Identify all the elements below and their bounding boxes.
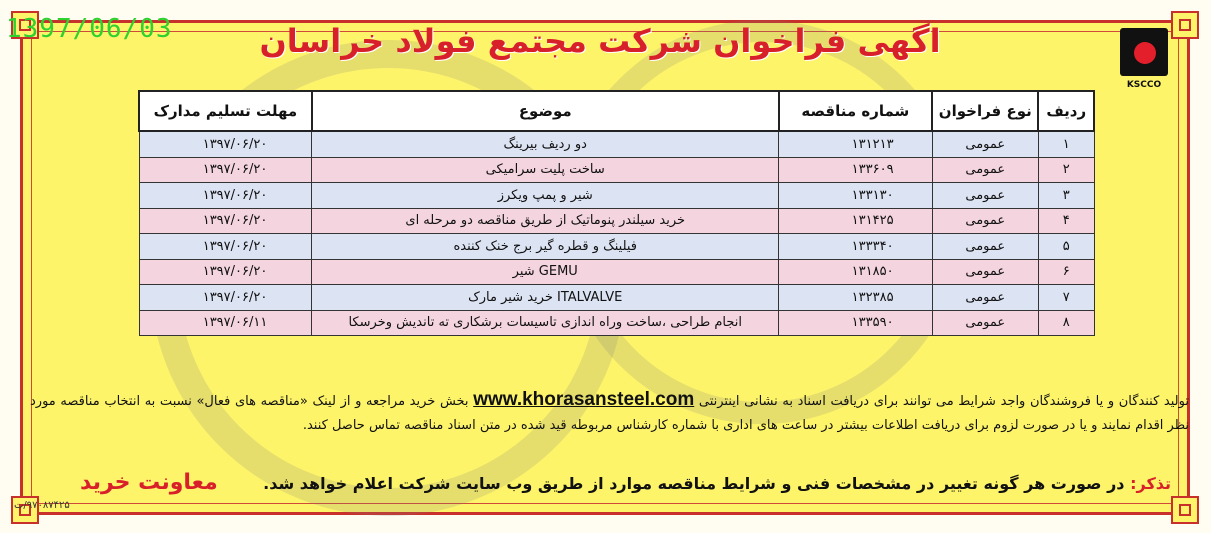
table-row — [139, 285, 1094, 311]
cell-tender-number: ۱۳۱۴۲۵ — [779, 208, 932, 234]
table-row — [139, 310, 1094, 336]
instructions-part-2: بخش خرید مراجعه و از لینک «مناقصه های فعال» نسبت به انتخاب مناقصه مورد نظر اقدام نمایند و یا در صورت لزوم برای دریافت اطلاعات بیشتر در ساعت های اداری با شماره کارشناس مربوطه قید شده در متن اسناد مناقصه تماس حاصل کنند. — [30, 394, 1189, 433]
table-row — [139, 234, 1094, 260]
cell-row-number: ۳ — [1038, 183, 1094, 209]
cell-row-number: ۱ — [1038, 131, 1094, 157]
cell-call-type: عمومی — [932, 285, 1038, 311]
cell-tender-number: ۱۳۱۸۵۰ — [779, 259, 932, 285]
table-body — [139, 131, 1094, 336]
cell-deadline: ۱۳۹۷/۰۶/۲۰ — [139, 131, 312, 157]
cell-deadline: ۱۳۹۷/۰۶/۲۰ — [139, 259, 312, 285]
cell-tender-number: ۱۳۳۳۴۰ — [779, 234, 932, 260]
date-stamp: 1397/06/03 — [6, 14, 173, 44]
cell-call-type: عمومی — [932, 234, 1038, 260]
cell-call-type: عمومی — [932, 131, 1038, 157]
cell-row-number: ۸ — [1038, 310, 1094, 336]
cell-subject: دو ردیف بیرینگ — [312, 131, 779, 157]
cell-subject: GEMU شیر — [312, 259, 779, 285]
table-row — [139, 208, 1094, 234]
cell-tender-number: ۱۳۳۱۳۰ — [779, 183, 932, 209]
header-subject: موضوع — [312, 91, 779, 131]
header-deadline: مهلت تسلیم مدارک — [139, 91, 312, 131]
cell-subject: ساخت پلیت سرامیکی — [312, 157, 779, 183]
signature: معاونت خرید — [80, 470, 218, 495]
cell-row-number: ۲ — [1038, 157, 1094, 183]
cell-tender-number: ۱۳۳۵۹۰ — [779, 310, 932, 336]
website-link[interactable]: www.khorasansteel.com — [473, 389, 695, 410]
instructions-part-1: تولید کنندگان و یا فروشندگان واجد شرایط می توانند برای دریافت اسناد به نشانی اینترنتی — [698, 394, 1189, 409]
note-label: تذکر: — [1130, 474, 1171, 493]
table-row — [139, 131, 1094, 157]
cell-tender-number: ۱۳۲۳۸۵ — [779, 285, 932, 311]
cell-call-type: عمومی — [932, 183, 1038, 209]
logo-cube-icon — [1120, 28, 1168, 76]
cell-call-type: عمومی — [932, 259, 1038, 285]
cell-deadline: ۱۳۹۷/۰۶/۲۰ — [139, 183, 312, 209]
corner-ornament — [1171, 11, 1199, 39]
note-line — [263, 474, 1171, 493]
table-row — [139, 157, 1094, 183]
note-text: در صورت هر گونه تغییر در مشخصات فنی و شرایط مناقصه موارد از طریق وب سایت شرکت اعلام خواهد شد. — [263, 474, 1125, 493]
cell-subject: خرید سیلندر پنوماتیک از طریق مناقصه دو مرحله ای — [312, 208, 779, 234]
cell-deadline: ۱۳۹۷/۰۶/۲۰ — [139, 285, 312, 311]
corner-ornament — [1171, 496, 1199, 524]
cell-call-type: عمومی — [932, 157, 1038, 183]
cell-subject: فیلینگ و قطره گیر برج خنک کننده — [312, 234, 779, 260]
header-row-number: ردیف — [1038, 91, 1094, 131]
cell-subject: انجام طراحی ،ساخت وراه اندازی تاسیسات برشکاری ته تاندیش وخرسکا — [312, 310, 779, 336]
table-row — [139, 259, 1094, 285]
cell-tender-number: ۱۳۱۲۱۳ — [779, 131, 932, 157]
table-row — [139, 183, 1094, 209]
cell-deadline: ۱۳۹۷/۰۶/۲۰ — [139, 208, 312, 234]
instructions-text — [30, 388, 1189, 438]
cell-row-number: ۵ — [1038, 234, 1094, 260]
cell-call-type: عمومی — [932, 208, 1038, 234]
cell-row-number: ۶ — [1038, 259, 1094, 285]
reference-code: ۹۷۰۸۷۴۲۵/ت — [14, 500, 70, 511]
cell-call-type: عمومی — [932, 310, 1038, 336]
cell-tender-number: ۱۳۳۶۰۹ — [779, 157, 932, 183]
logo-label: KSCCO — [1126, 80, 1162, 90]
tender-table — [138, 90, 1095, 336]
cell-subject: ITALVALVE خرید شیر مارک — [312, 285, 779, 311]
cell-row-number: ۷ — [1038, 285, 1094, 311]
company-logo — [1115, 28, 1173, 98]
header-call-type: نوع فراخوان — [932, 91, 1038, 131]
cell-deadline: ۱۳۹۷/۰۶/۲۰ — [139, 157, 312, 183]
table-header-row — [139, 91, 1094, 131]
ad-title: اگهی فراخوان شرکت مجتمع فولاد خراسان — [259, 22, 941, 60]
header-tender-number: شماره مناقصه — [779, 91, 932, 131]
cell-subject: شیر و پمپ ویکرز — [312, 183, 779, 209]
cell-deadline: ۱۳۹۷/۰۶/۲۰ — [139, 234, 312, 260]
cell-deadline: ۱۳۹۷/۰۶/۱۱ — [139, 310, 312, 336]
cell-row-number: ۴ — [1038, 208, 1094, 234]
